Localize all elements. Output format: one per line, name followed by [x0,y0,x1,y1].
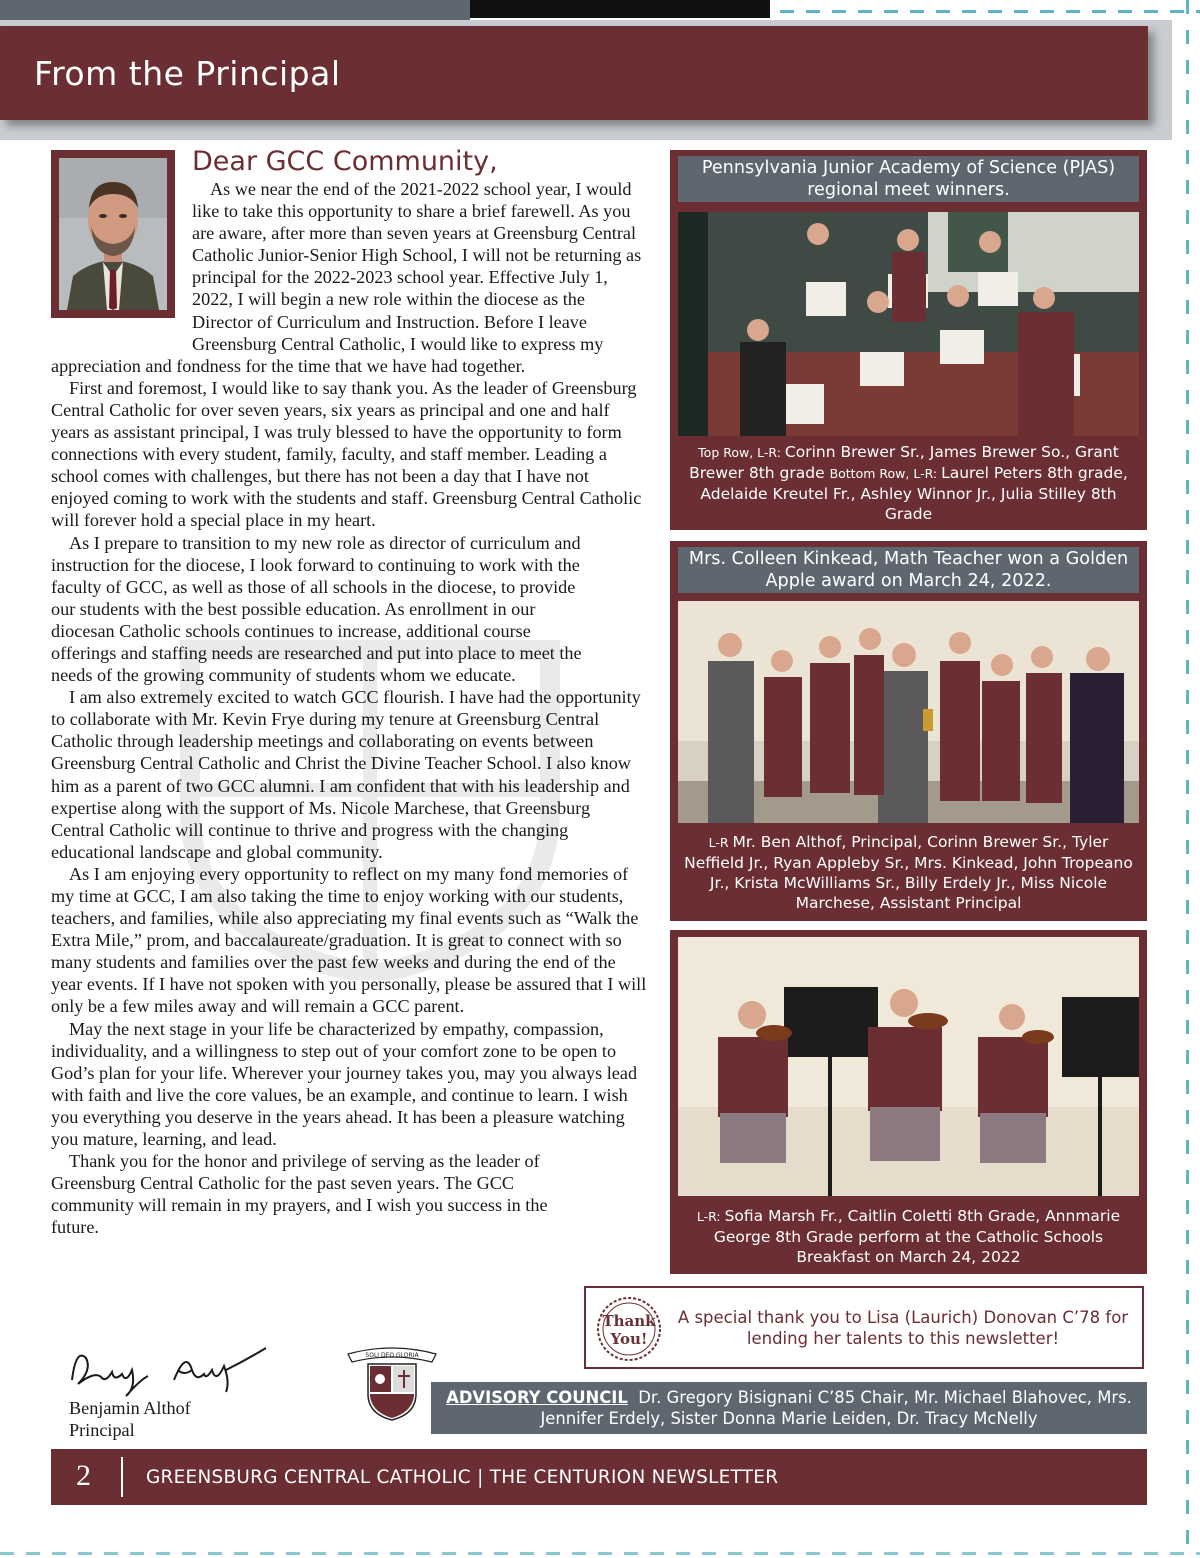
section-title: From the Principal [34,54,341,93]
school-crest-logo [344,1342,440,1422]
caption-label: L-R [708,835,733,850]
golden-apple-panel [670,541,1147,921]
letter-paragraph: First and foremost, I would like to say thank you. As the leader of Greensburg Central Catholic for over seven years, six years as principal and one and half years as assistant principal, I was truly blessed to have the opportunity to form connections with every student, family, faculty, and staff member. Leading a school comes with challenges, but there has not been a day that I have not enjoyed coming to work with the students and staff. Greensburg Central Catholic will forever hold a special place in my heart. [51,377,642,531]
letter-paragraph: Thank you for the honor and privilege of serving as the leader of Greensburg Central Catholic for the past seven years. The GCC community will remain in my prayers, and I wish you success in the future. [51,1151,548,1238]
strings-photo [678,937,1139,1196]
letter-greeting: Dear GCC Community, [192,146,498,177]
principal-letter [51,178,647,1239]
strings-panel [670,930,1147,1274]
caption-label: L-R: [696,1209,725,1224]
crest-motto: SOLI DEO GLORIA [365,1352,419,1359]
golden-apple-caption [678,832,1139,913]
thank-you-text: A special thank you to Lisa (Laurich) Donovan C’78 for lending her talents to this newsletter! [677,1308,1129,1348]
bottom-dash-border [0,1552,1200,1555]
badge-line1: Thank [602,1312,656,1330]
section-header [0,26,1148,120]
letter-paragraph: As I am enjoying every opportunity to reflect on my many fond memories of my time at GCC, I am also taking the time to enjoy working with our students, teachers, and families, while also appreciating my final events such as “Walk the Extra Mile,” prom, and baccalaureate/graduation. It is great to connect with so many students and families over the past few weeks and during the end of the year events. If I have not spoken with you personally, please be assured that I will only be a few miles away and will remain a GCC parent. [51,863,647,1017]
strings-caption [678,1206,1139,1267]
signature-image [66,1340,286,1400]
letter-paragraph: As we near the end of the 2021-2022 school year, I would like to take this opportunity to share a brief farewell. As you are aware, after more than seven years at Greensburg Central Catholic Junior-Senior High School, I will not be returning as principal for the 2022-2023 school year. Effective July 1, 2022, I will begin a new role within the diocese as the Director of Curriculum and Instruction. Before I leave Greensburg Central Catholic, I would like to express my appreciation and fondness for the time that we have had together. [51,179,642,376]
pjas-panel [670,150,1147,530]
letter-paragraph: May the next stage in your life be characterized by empathy, compassion, individuality, and a willingness to step out of your comfort zone to be open to God’s plan for your life. Wherever your journey takes you, may you always lead with faith and live the core values, be an example, and continue to learn. I wish you everything you deserve in the years ahead. It has been a pleasure watching you mature, learning, and lead. [51,1018,638,1150]
advisory-members: Dr. Gregory Bisignani C’85 Chair, Mr. Michael Blahovec, Mrs. Jennifer Erdely, Sister Donna Marie Leiden, Dr. Tracy McNelly [540,1388,1132,1428]
caption-names: Laurel Peters 8th grade, Adelaide Kreutel Fr., Ashley Winnor Jr., Julia Stilley 8th Grade [700,464,1128,523]
page-footer [51,1449,1147,1505]
caption-names: Sofia Marsh Fr., Caitlin Coletti 8th Grade, Annmarie George 8th Grade perform at the Catholic Schools Breakfast on March 24, 2022 [713,1207,1121,1266]
letter-paragraph: I am also extremely excited to watch GCC flourish. I have had the opportunity to collaborate with Mr. Kevin Frye during my tenure at Greensburg Central Catholic through leadership meetings and collaborating on events between Greensburg Central Catholic and Christ the Divine Teacher School. I also know him as a parent of two GCC alumni. I am confident that with his leadership and expertise along with the support of Ms. Nicole Marchese, that Greensburg Central Catholic will continue to thrive and progress with the changing educational landscape and global community. [51,687,641,862]
portrait-spacer [51,178,192,333]
golden-apple-title: Mrs. Colleen Kinkead, Math Teacher won a Golden Apple award on March 24, 2022. [678,547,1139,593]
pjas-photo [678,212,1139,436]
thank-you-box [584,1286,1144,1369]
page-number: 2 [76,1459,91,1492]
footer-divider [121,1457,123,1497]
right-dash-border [1186,0,1189,1558]
golden-apple-photo [678,601,1139,823]
thank-you-badge [596,1296,662,1362]
advisory-label: ADVISORY COUNCIL [446,1388,628,1407]
pjas-caption [678,442,1139,524]
advisory-council-bar [431,1382,1147,1434]
caption-names: Corinn Brewer Sr., James Brewer So., Grant Brewer 8th grade [689,443,1119,482]
signature-block [69,1397,191,1441]
caption-label: Top Row, L-R: [698,445,785,460]
caption-names: Mr. Ben Althof, Principal, Corinn Brewer Sr., Tyler Neffield Jr., Ryan Appleby Sr., Mrs. Kinkead, John Tropeano Jr., Krista McWilliams Sr., Billy Erdely Jr., Miss Nicole Marchese, Assistant Principal [684,833,1133,912]
pjas-title: Pennsylvania Junior Academy of Science (PJAS) regional meet winners. [678,156,1139,202]
letter-paragraph: As I prepare to transition to my new role as director of curriculum and instruction for the diocese, I look forward to continuing to work with the faculty of GCC, as well as those of all schools in the diocese, to provide our students with the best possible education. As enrollment in our diocesan Catholic schools continues to increase, additional course offerings and staffing needs are researched and put into place to meet the needs of the growing community of students whom we educate. [51,532,582,686]
caption-label: Bottom Row, L-R: [829,466,942,481]
signature-role: Principal [69,1420,135,1440]
badge-line2: You! [610,1330,648,1348]
publication-name: GREENSBURG CENTRAL CATHOLIC | THE CENTURION NEWSLETTER [146,1467,779,1488]
signature-name: Benjamin Althof [69,1398,191,1418]
top-black-tab [470,0,770,18]
